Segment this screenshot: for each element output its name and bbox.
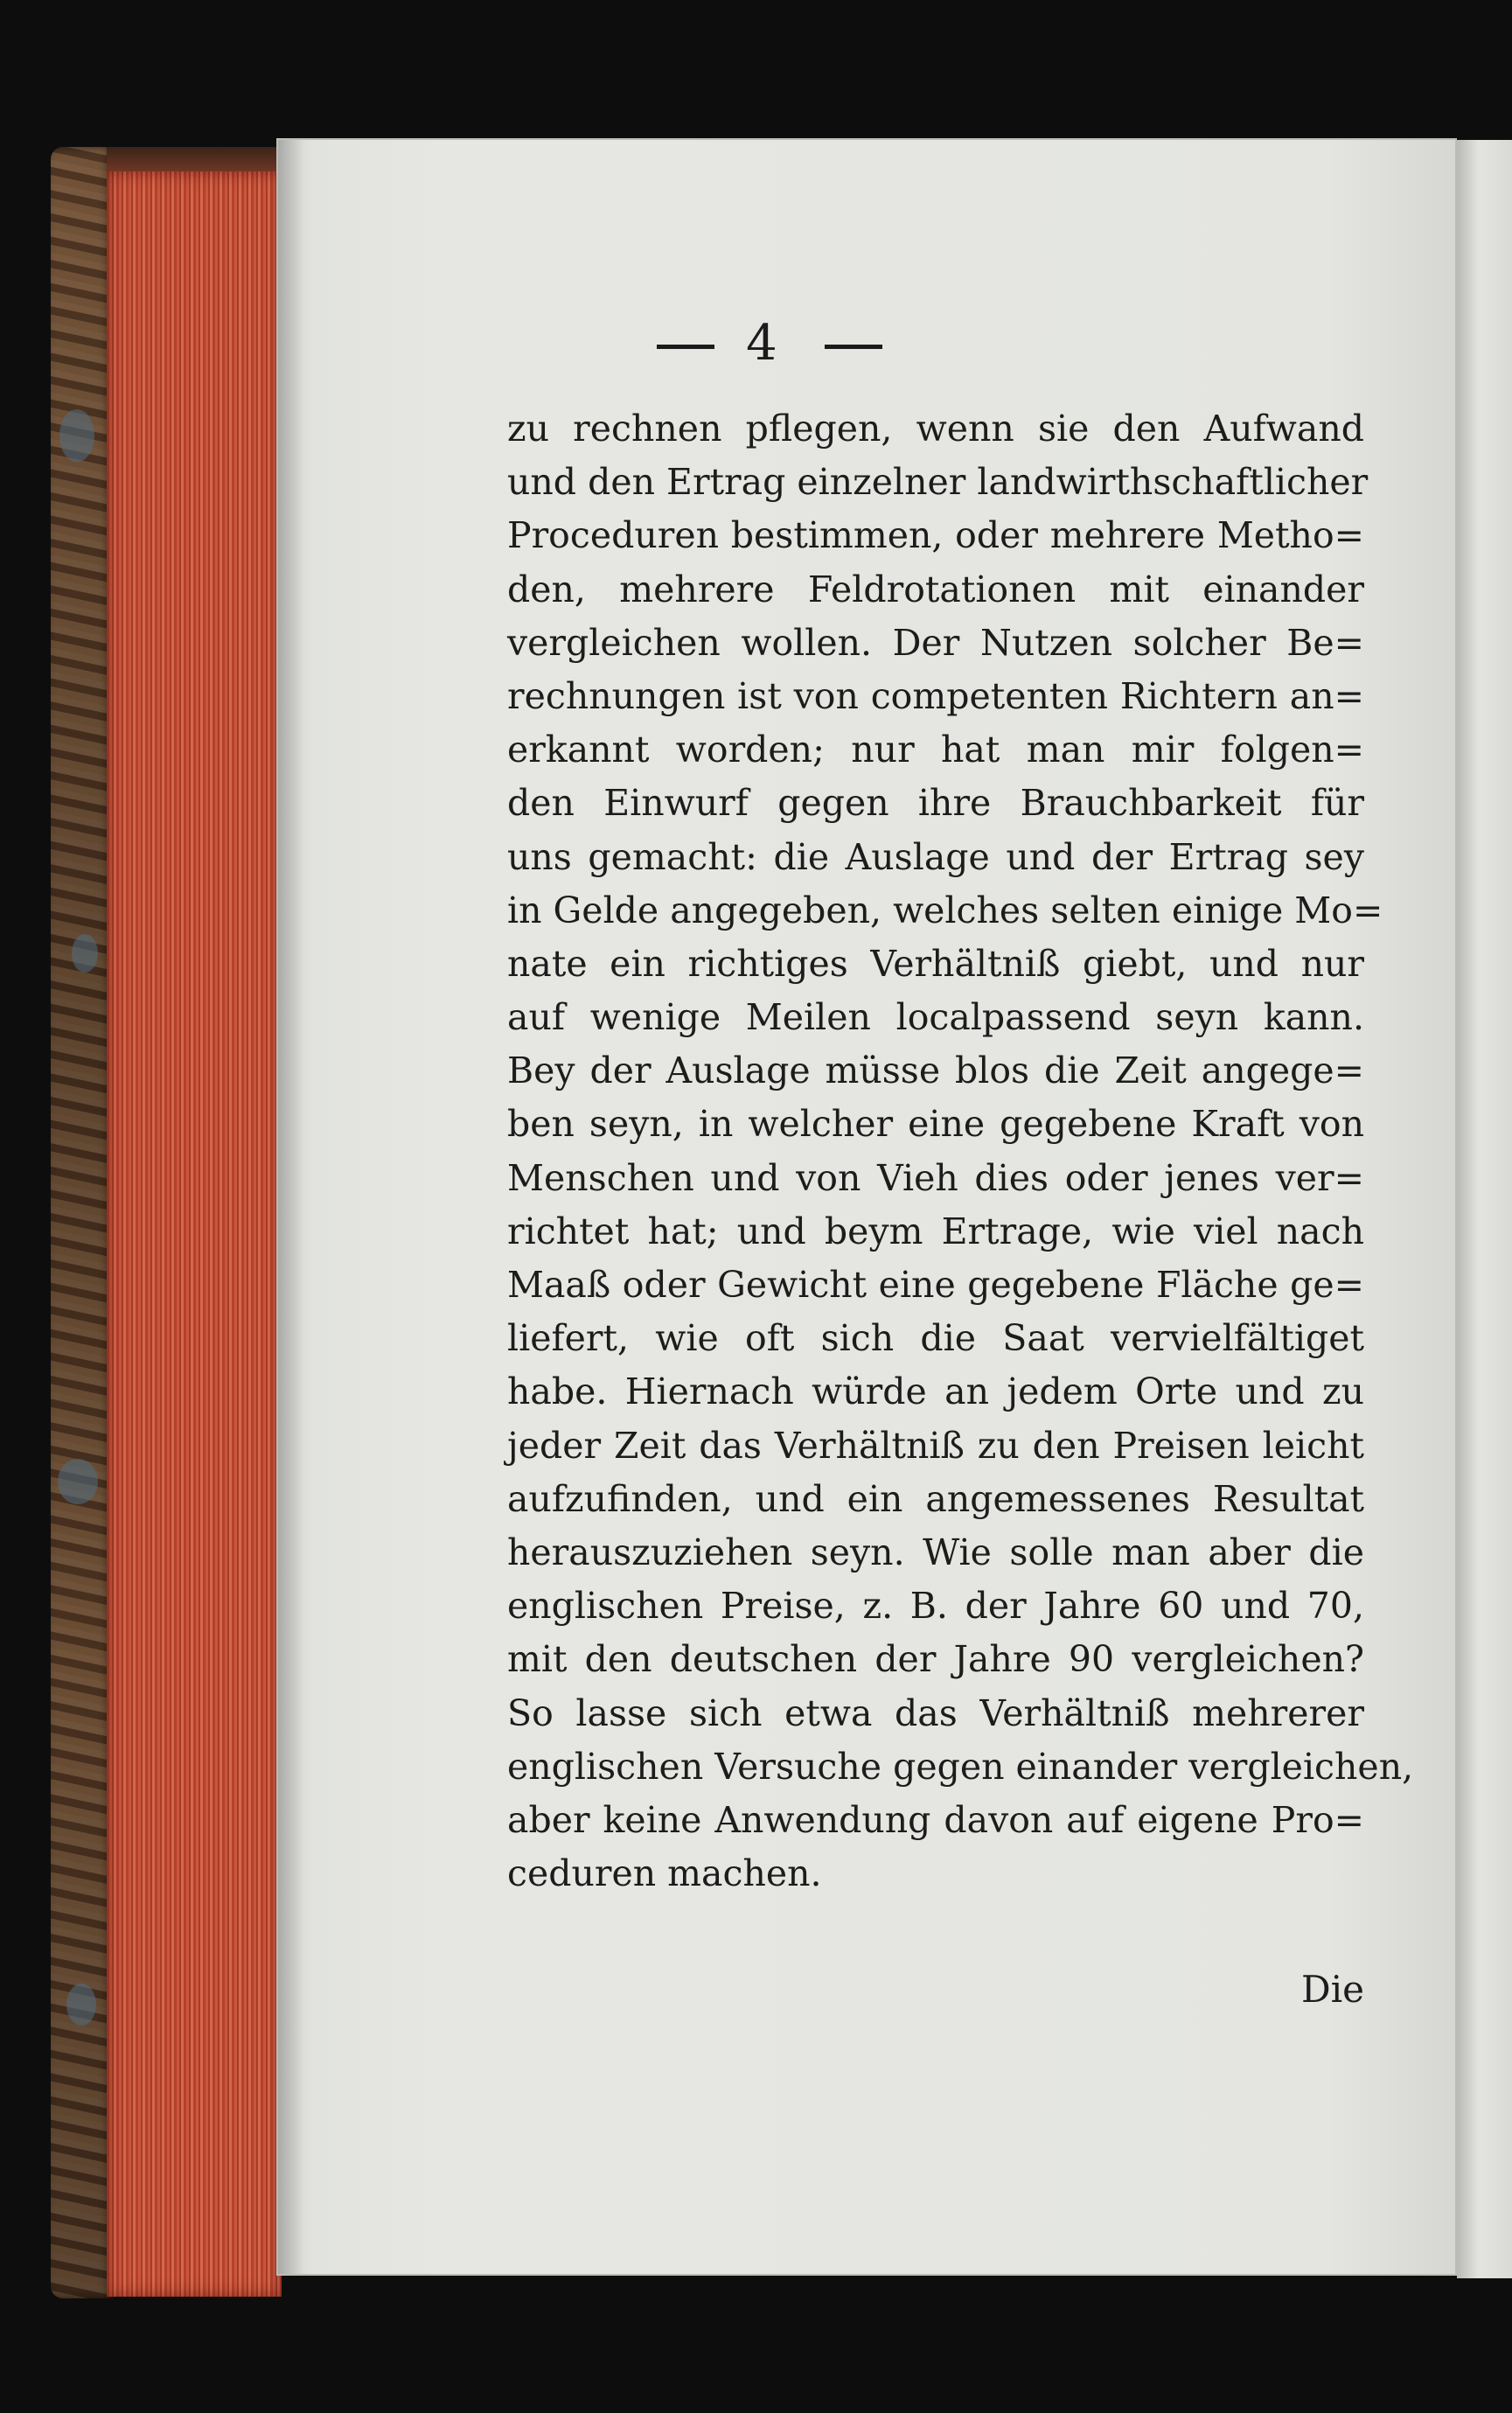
text-line: den, mehrere Feldrotationen mit einander	[507, 568, 1364, 610]
text-line: Menschen und von Vieh dies oder jenes ver=	[507, 1156, 1364, 1199]
text-line: und den Ertrag einzelner landwirthschaftlicher	[507, 461, 1369, 504]
text-line: nate ein richtiges Verhältniß giebt, und nur	[507, 942, 1364, 985]
text-line: auf wenige Meilen localpassend seyn kann.	[507, 996, 1364, 1039]
text-line: habe. Hiernach würde an jedem Orte und zu	[507, 1370, 1364, 1413]
text-line: richtet hat; und beym Ertrage, wie viel nach	[507, 1210, 1364, 1252]
text-line: Proceduren bestimmen, oder mehrere Metho=	[507, 514, 1364, 557]
text-line: liefert, wie oft sich die Saat vervielfältiget	[507, 1317, 1364, 1360]
body-text	[507, 402, 1414, 1900]
facing-page-edge	[1457, 140, 1512, 2278]
text-line: So lasse sich etwa das Verhältniß mehrerer	[507, 1691, 1364, 1734]
text-line: in Gelde angegeben, welches selten einige Mo=	[507, 889, 1383, 931]
text-line: zu rechnen pflegen, wenn sie den Aufwand	[507, 408, 1364, 450]
text-line: jeder Zeit das Verhältniß zu den Preisen leicht	[507, 1424, 1364, 1467]
text-line: ben seyn, in welcher eine gegebene Kraft von	[507, 1103, 1364, 1146]
text-line: englischen Preise, z. B. der Jahre 60 und 70,	[507, 1585, 1364, 1628]
page-number: 4	[746, 315, 793, 372]
text-line: mit den deutschen der Jahre 90 vergleichen?	[507, 1638, 1364, 1681]
text-line: englischen Versuche gegen einander vergleichen,	[507, 1745, 1414, 1788]
text-line: rechnungen ist von competenten Richtern an=	[507, 674, 1364, 717]
text-line: herauszuziehen seyn. Wie solle man aber die	[507, 1531, 1364, 1573]
page-header	[612, 315, 927, 372]
text-line: Maaß oder Gewicht eine gegebene Fläche ge=	[507, 1264, 1364, 1306]
marbled-cover	[51, 147, 114, 2298]
text-line: erkannt worden; nur hat man mir folgen=	[507, 729, 1364, 771]
header-dash-left	[657, 345, 714, 349]
text-line: uns gemacht: die Auslage und der Ertrag sey	[507, 835, 1364, 878]
text-line: Bey der Auslage müsse blos die Zeit angege=	[507, 1050, 1364, 1092]
page-gutter-shadow	[278, 140, 304, 2274]
text-line: vergleichen wollen. Der Nutzen solcher Be=	[507, 621, 1364, 664]
header-dash-right	[825, 345, 882, 349]
text-line: aber keine Anwendung davon auf eigene Pro=	[507, 1798, 1364, 1841]
red-page-edges	[107, 171, 282, 2297]
catchword: Die	[1301, 1968, 1364, 2011]
text-line: den Einwurf gegen ihre Brauchbarkeit für	[507, 782, 1364, 825]
text-line: aufzufinden, und ein angemessenes Resultat	[507, 1477, 1364, 1520]
text-line: ceduren machen.	[507, 1852, 822, 1895]
